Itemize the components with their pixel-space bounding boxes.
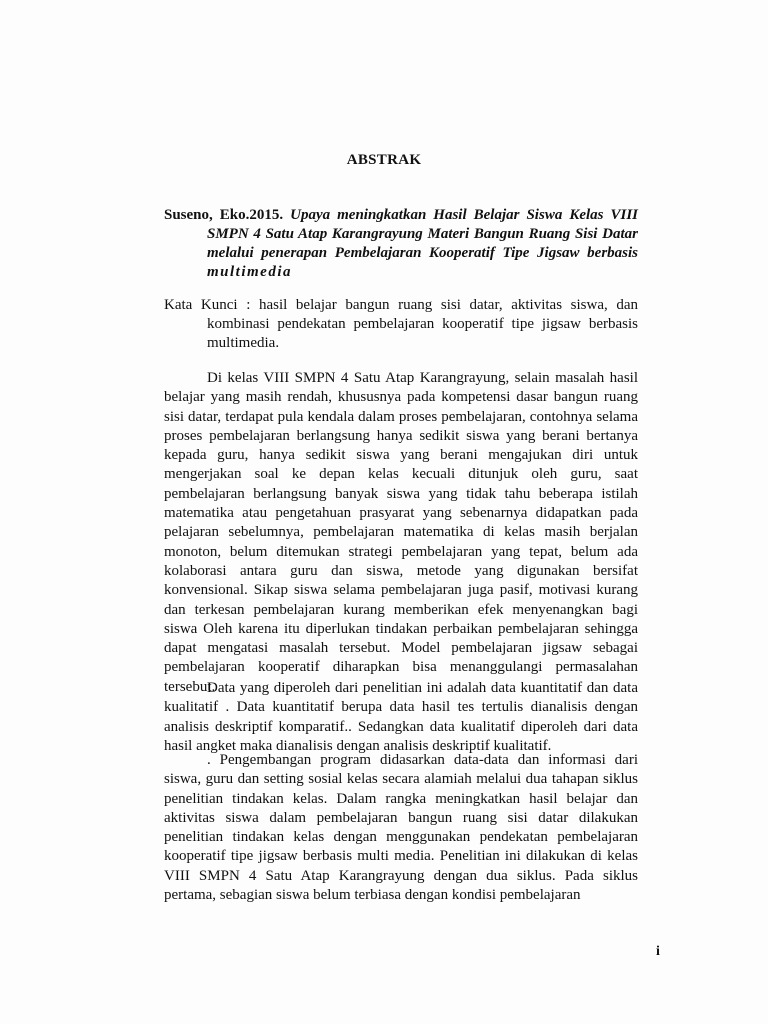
abstract-paragraph-data: Data yang diperoleh dari penelitian ini adalah data kuantitatif dan data kualitatif . Data kuantitatif berupa data hasil tes tertulis dianalisis dengan analisis deskriptif komparatif.. Sedangkan data kualitatif diperoleh dari data hasil angket maka dianalisis dengan analisis deskriptif kualitatif. [164,680,638,754]
citation-title-end: multimedia [207,264,293,280]
page-title: ABSTRAK [346,152,422,168]
abstract-paragraph-method: . Pengembangan program didasarkan data-data dan informasi dari siswa, guru dan setting sosial kelas secara alamiah melalui dua tahapan siklus penelitian tindakan kelas. Dalam rangka meningkatkan hasil belajar dan aktivitas siswa dalam pembelajaran bangun ruang sisi datar dilakukan penelitian tindakan kelas dengan menggunakan pendekatan pembelajaran kooperatif tipe jigsaw berbasis multi media. Penelitian ini dilakukan di kelas VIII SMPN 4 Satu Atap Karangrayung dengan dua siklus. Pada siklus pertama, sebagian siswa belum terbiasa dengan kondisi pembelajaran [164,752,638,904]
citation-title-main: Upaya meningkatkan Hasil Belajar Siswa Kelas VIII SMPN 4 Satu Atap Karangrayung Materi Bangun Ruang Sisi Datar melalui penerapan Pembelajaran Kooperatif Tipe Jigsaw berbasis [207,207,639,261]
abstract-paragraph-background: Di kelas VIII SMPN 4 Satu Atap Karangrayung, selain masalah hasil belajar yang masih rendah, khususnya pada kompetensi dasar bangun ruang sisi datar, terdapat pula kendala dalam proses pembelajaran, contohnya selama proses pembelajaran berlangsung hanya sedikit siswa yang berani bertanya kepada guru, hanya sedikit siswa yang berani mengajukan diri untuk mengerjakan soal ke depan kelas kecuali ditunjuk oleh guru, saat pembelajaran berlangsung banyak siswa yang tidak tahu beberapa istilah matematika atau pengetahuan prasyarat yang sebenarnya didapatkan pada pelajaran sebelumnya, pembelajaran matematika di kelas masih berjalan monoton, belum ditemukan strategi pembelajaran yang tepat, belum ada kolaborasi antara guru dan siswa, metode yang digunakan bersifat konvensional. Sikap siswa selama pembelajaran juga pasif, motivasi kurang dan terkesan pembelajaran kurang memberikan efek menyenangkan bagi siswa Oleh karena itu diperlukan tindakan perbaikan pembelajaran sehingga dapat mengatasi masalah tersebut. Model pembelajaran jigsaw sebagai pembelajaran kooperatif diharapkan bisa menanggulangi permasalahan tersebut. [164,370,638,695]
keywords: Kata Kunci : hasil belajar bangun ruang sisi datar, aktivitas siswa, dan kombinasi pendekatan pembelajaran kooperatif tipe jigsaw berbasis multimedia. [164,297,638,351]
bibliographic-citation [164,206,638,282]
page-number: i [656,944,660,959]
citation-author-year: Suseno, Eko.2015. [164,207,284,223]
